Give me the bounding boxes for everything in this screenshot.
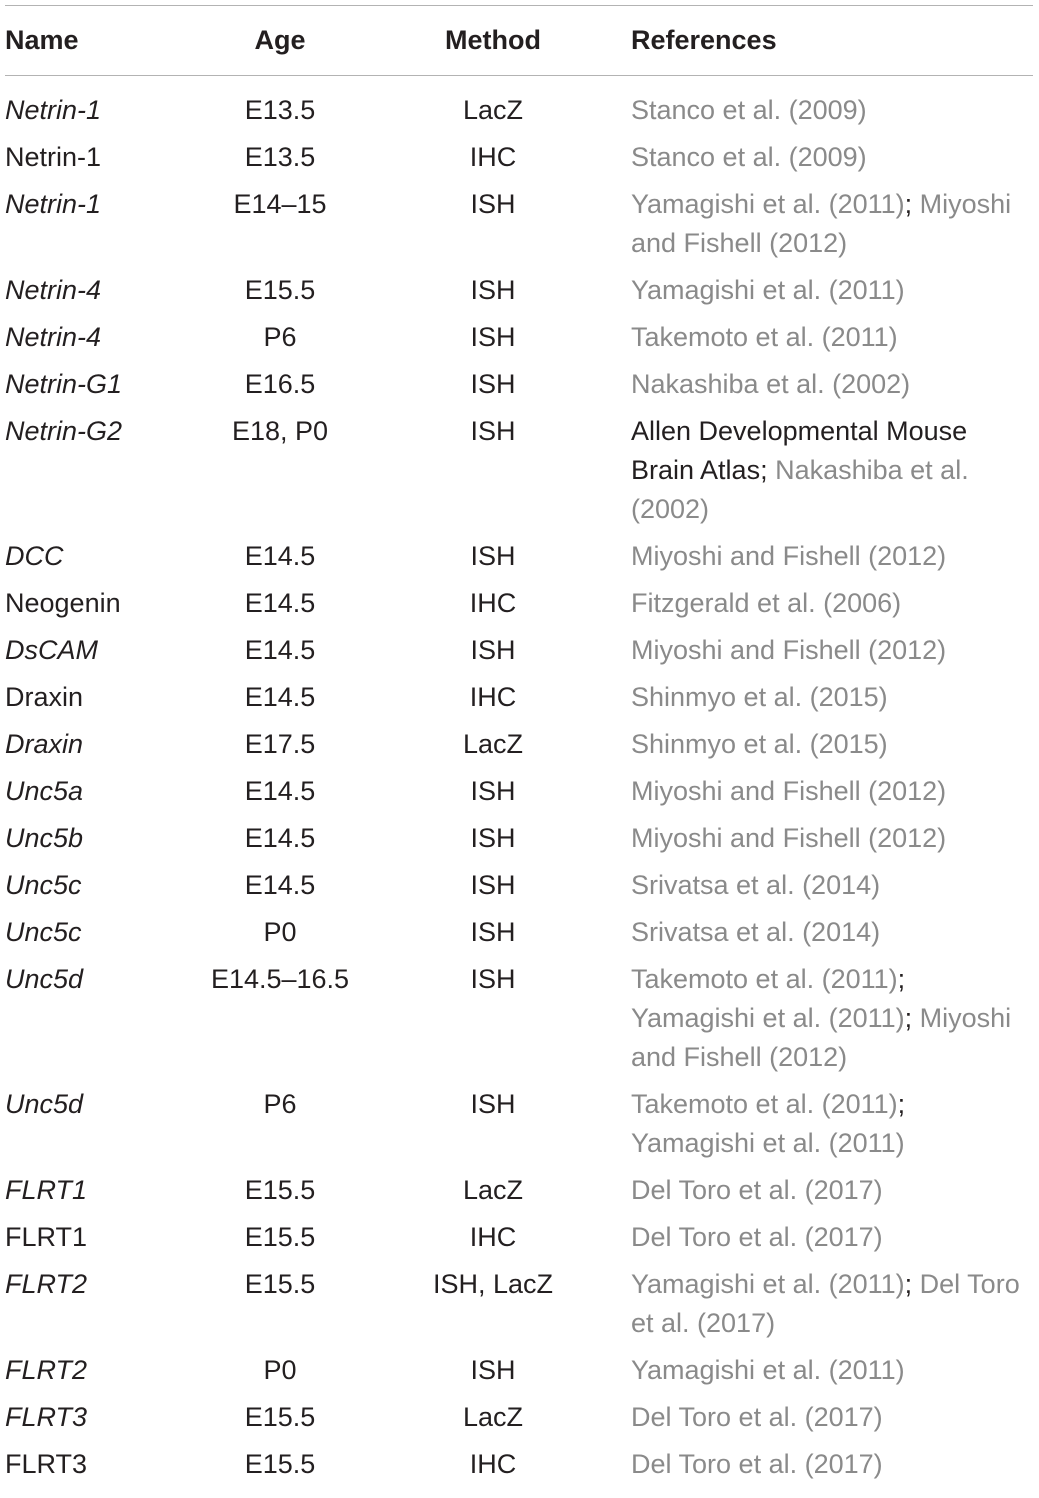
cell-age: E14–15	[233, 189, 327, 219]
table-row	[5, 533, 1033, 580]
cell-name: Netrin-1	[5, 95, 102, 125]
table-row	[5, 134, 1033, 181]
cell-age: E14.5	[244, 823, 316, 853]
reference-link[interactable]: Del Toro et al. (2017)	[631, 1175, 883, 1205]
reference-separator: ;	[897, 964, 906, 994]
cell-references	[599, 768, 1033, 815]
cell-method: LacZ	[462, 95, 524, 125]
cell-age: E15.5	[244, 1175, 316, 1205]
table-row	[5, 408, 1033, 533]
cell-references	[599, 361, 1033, 408]
header-age: Age	[173, 6, 387, 76]
cell-name: Netrin-G1	[5, 369, 123, 399]
cell-method: ISH	[470, 917, 516, 947]
header-references: References	[599, 6, 1033, 76]
cell-references	[599, 1261, 1033, 1347]
cell-method: IHC	[469, 142, 517, 172]
reference-link[interactable]: Miyoshi and Fishell (2012)	[631, 635, 947, 665]
cell-age: E15.5	[244, 275, 316, 305]
cell-name: FLRT3	[5, 1449, 88, 1479]
cell-references	[599, 1081, 1033, 1167]
cell-method: ISH	[470, 1089, 516, 1119]
table-row	[5, 1394, 1033, 1441]
cell-references	[599, 674, 1033, 721]
reference-link[interactable]: Yamagishi et al. (2011)	[631, 1003, 905, 1033]
reference-link[interactable]: Shinmyo et al. (2015)	[631, 682, 888, 712]
cell-method: LacZ	[462, 729, 524, 759]
cell-references	[599, 134, 1033, 181]
reference-link[interactable]: Miyoshi and Fishell (2012)	[631, 1003, 1012, 1072]
cell-references	[599, 76, 1033, 135]
reference-link[interactable]: Nakashiba et al. (2002)	[631, 455, 969, 524]
cell-name: Netrin-4	[5, 322, 102, 352]
cell-method: LacZ	[462, 1175, 524, 1205]
reference-link[interactable]: Del Toro et al. (2017)	[631, 1402, 883, 1432]
cell-name: Netrin-G2	[5, 416, 123, 446]
table-row	[5, 1261, 1033, 1347]
table-row	[5, 1214, 1033, 1261]
reference-link[interactable]: Shinmyo et al. (2015)	[631, 729, 888, 759]
cell-name: Unc5b	[5, 823, 84, 853]
cell-age: E14.5	[244, 541, 316, 571]
cell-name: DsCAM	[5, 635, 98, 665]
cell-name: Unc5d	[5, 964, 84, 994]
cell-name: FLRT1	[5, 1222, 88, 1252]
cell-references	[599, 721, 1033, 768]
cell-method: IHC	[469, 1449, 517, 1479]
reference-link[interactable]: Fitzgerald et al. (2006)	[631, 588, 902, 618]
reference-link[interactable]: Takemoto et al. (2011)	[631, 964, 898, 994]
reference-link[interactable]: Yamagishi et al. (2011)	[631, 189, 905, 219]
cell-age: E16.5	[244, 369, 316, 399]
cell-age: P0	[263, 917, 297, 947]
header-method: Method	[387, 6, 599, 76]
cell-method: IHC	[469, 588, 517, 618]
reference-link[interactable]: Srivatsa et al. (2014)	[631, 917, 881, 947]
cell-method: ISH	[470, 1355, 516, 1385]
cell-age: P6	[263, 1089, 297, 1119]
reference-link[interactable]: Stanco et al. (2009)	[631, 95, 867, 125]
table-row	[5, 815, 1033, 862]
cell-age: E14.5	[244, 682, 316, 712]
cell-references	[599, 815, 1033, 862]
cell-method: ISH	[470, 964, 516, 994]
table-row	[5, 76, 1033, 135]
cell-age: E15.5	[244, 1269, 316, 1299]
table-row	[5, 314, 1033, 361]
cell-name: Unc5d	[5, 1089, 84, 1119]
table-row	[5, 580, 1033, 627]
reference-link[interactable]: Yamagishi et al. (2011)	[631, 1128, 905, 1158]
reference-link[interactable]: Miyoshi and Fishell (2012)	[631, 541, 947, 571]
cell-method: LacZ	[462, 1402, 524, 1432]
cell-references	[599, 1347, 1033, 1394]
cell-references	[599, 1214, 1033, 1261]
cell-name: Unc5c	[5, 917, 82, 947]
table-header	[5, 6, 1033, 76]
cell-method: ISH	[470, 416, 516, 446]
table-row	[5, 768, 1033, 815]
reference-separator: ;	[904, 1003, 920, 1033]
reference-link[interactable]: Yamagishi et al. (2011)	[631, 1269, 905, 1299]
cell-age: E14.5–16.5	[210, 964, 350, 994]
cell-age: E14.5	[244, 635, 316, 665]
reference-link[interactable]: Srivatsa et al. (2014)	[631, 870, 881, 900]
reference-link[interactable]: Stanco et al. (2009)	[631, 142, 867, 172]
cell-method: IHC	[469, 682, 517, 712]
cell-references	[599, 862, 1033, 909]
cell-age: E14.5	[244, 588, 316, 618]
cell-name: Draxin	[5, 729, 84, 759]
table-row	[5, 862, 1033, 909]
reference-link[interactable]: Del Toro et al. (2017)	[631, 1269, 1020, 1338]
cell-age: E15.5	[244, 1222, 316, 1252]
cell-age: E14.5	[244, 870, 316, 900]
table-body	[5, 76, 1033, 1489]
reference-link[interactable]: Del Toro et al. (2017)	[631, 1449, 883, 1479]
cell-age: E15.5	[244, 1402, 316, 1432]
cell-age: E15.5	[244, 1449, 316, 1479]
cell-references	[599, 909, 1033, 956]
cell-references	[599, 181, 1033, 267]
cell-method: ISH	[470, 541, 516, 571]
cell-name: Netrin-4	[5, 275, 102, 305]
reference-separator: ;	[904, 1269, 920, 1299]
cell-references	[599, 314, 1033, 361]
cell-age: E13.5	[244, 95, 316, 125]
table-row	[5, 956, 1033, 1081]
cell-name: Unc5a	[5, 776, 84, 806]
cell-method: ISH	[470, 776, 516, 806]
cell-method: IHC	[469, 1222, 517, 1252]
table-row	[5, 1167, 1033, 1214]
cell-references	[599, 580, 1033, 627]
header-row	[5, 6, 1033, 76]
reference-link[interactable]: Miyoshi and Fishell (2012)	[631, 776, 947, 806]
header-name: Name	[5, 6, 173, 76]
table-row	[5, 627, 1033, 674]
cell-name: DCC	[5, 541, 64, 571]
table-row	[5, 721, 1033, 768]
cell-age: P6	[263, 322, 297, 352]
cell-age: E18, P0	[231, 416, 329, 446]
cell-name: FLRT3	[5, 1402, 88, 1432]
cell-references	[599, 408, 1033, 533]
cell-age: E13.5	[244, 142, 316, 172]
reference-link[interactable]: Miyoshi and Fishell (2012)	[631, 189, 1012, 258]
cell-age: E14.5	[244, 776, 316, 806]
cell-name: Neogenin	[5, 588, 121, 618]
cell-method: ISH	[470, 635, 516, 665]
cell-name: FLRT2	[5, 1355, 88, 1385]
cell-references	[599, 1441, 1033, 1488]
expression-table	[5, 6, 1033, 1488]
reference-separator: ;	[904, 189, 920, 219]
reference-link[interactable]: Takemoto et al. (2011)	[631, 1089, 898, 1119]
cell-name: FLRT2	[5, 1269, 88, 1299]
cell-name: Unc5c	[5, 870, 82, 900]
reference-separator: Allen Developmental Mouse Brain Atlas;	[631, 416, 968, 485]
table-row	[5, 909, 1033, 956]
cell-age: P0	[263, 1355, 297, 1385]
table-row	[5, 1081, 1033, 1167]
reference-link[interactable]: Miyoshi and Fishell (2012)	[631, 823, 947, 853]
cell-method: ISH	[470, 870, 516, 900]
cell-name: Draxin	[5, 682, 84, 712]
reference-link[interactable]: Takemoto et al. (2011)	[631, 322, 898, 352]
reference-link[interactable]: Nakashiba et al. (2002)	[631, 369, 911, 399]
reference-separator: ;	[897, 1089, 906, 1119]
cell-references	[599, 267, 1033, 314]
cell-name: Netrin-1	[5, 142, 102, 172]
cell-name: FLRT1	[5, 1175, 88, 1205]
cell-age: E17.5	[244, 729, 316, 759]
cell-references	[599, 533, 1033, 580]
cell-method: ISH, LacZ	[432, 1269, 554, 1299]
table-row	[5, 1441, 1033, 1488]
cell-references	[599, 956, 1033, 1081]
cell-name: Netrin-1	[5, 189, 102, 219]
table-row	[5, 1347, 1033, 1394]
cell-method: ISH	[470, 189, 516, 219]
cell-method: ISH	[470, 322, 516, 352]
cell-method: ISH	[470, 275, 516, 305]
cell-method: ISH	[470, 369, 516, 399]
table-row	[5, 181, 1033, 267]
reference-link[interactable]: Del Toro et al. (2017)	[631, 1222, 883, 1252]
cell-references	[599, 1394, 1033, 1441]
table-row	[5, 674, 1033, 721]
reference-link[interactable]: Yamagishi et al. (2011)	[631, 1355, 905, 1385]
table-row	[5, 267, 1033, 314]
cell-references	[599, 1167, 1033, 1214]
reference-link[interactable]: Yamagishi et al. (2011)	[631, 275, 905, 305]
cell-method: ISH	[470, 823, 516, 853]
cell-references	[599, 627, 1033, 674]
table-row	[5, 361, 1033, 408]
